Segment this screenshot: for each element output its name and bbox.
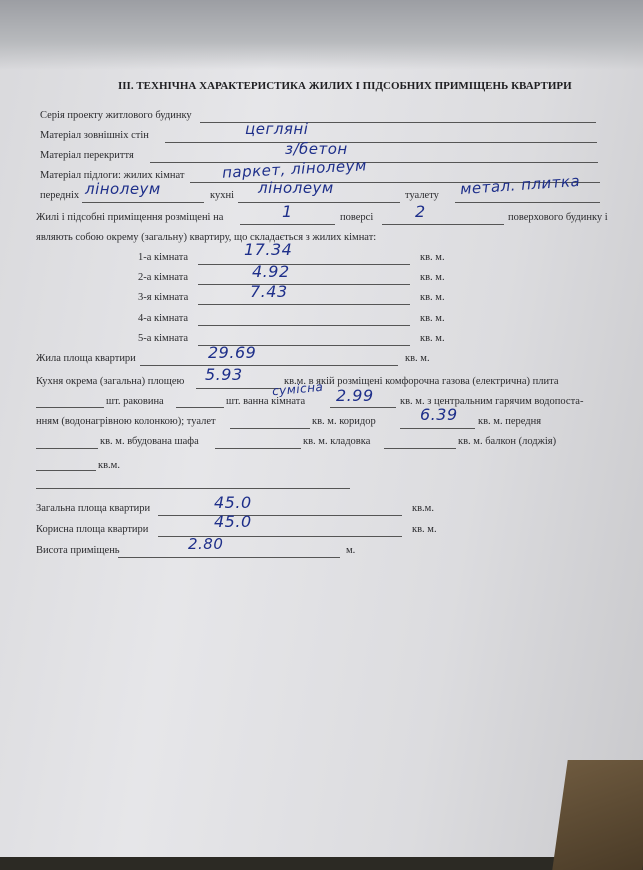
label-wardrobe: кв. м. вбудована шафа xyxy=(100,436,199,447)
line-ceiling xyxy=(150,162,598,163)
line-kitchen-area xyxy=(196,388,280,389)
label-hall: передніх xyxy=(40,190,80,201)
value-walls: цеглянi xyxy=(245,120,309,138)
sqm-room3: кв. м. xyxy=(420,292,445,303)
value-kitchen-area: 5.93 xyxy=(205,365,243,384)
line-hall xyxy=(82,202,204,203)
label-consists: являють собою окрему (загальну) квартиру, що складається з жилих кімнат: xyxy=(36,232,377,243)
sqm-useful-area: кв. м. xyxy=(412,524,437,535)
sqm-room1: кв. м. xyxy=(420,252,445,263)
label-toilet: туалету xyxy=(405,190,439,201)
label-sqm-end: кв.м. xyxy=(98,460,120,471)
line-hallway-area xyxy=(36,448,98,449)
label-hallway: кв. м. передня xyxy=(478,416,542,427)
line-total-area xyxy=(158,515,402,516)
sqm-total-area: кв.м. xyxy=(412,503,434,514)
value-floor-no: 1 xyxy=(282,202,293,221)
label-corridor: кв. м. коридор xyxy=(312,416,376,427)
page-title: ІІІ. ТЕХНІЧНА ХАРАКТЕРИСТИКА ЖИЛИХ І ПІДСОБНИХ ПРИМІЩЕНЬ КВАРТИРИ xyxy=(118,80,572,92)
value-storeys: 2 xyxy=(415,202,426,221)
value-living-area: 29.69 xyxy=(208,343,257,362)
label-room2: 2-а кімната xyxy=(138,272,189,283)
label-series: Серія проекту житлового будинку xyxy=(40,110,192,121)
label-storage: кв. м. кладовка xyxy=(303,436,371,447)
line-kitchen xyxy=(238,202,400,203)
label-kitchen-tail: кв.м. в якій розміщені комфорочна газова (електрична) плита xyxy=(284,376,559,387)
value-room1: 17.34 xyxy=(244,240,293,259)
line-extra xyxy=(36,488,350,489)
label-height-unit: м. xyxy=(346,545,356,556)
sqm-room5: кв. м. xyxy=(420,333,445,344)
label-heater: нням (водонагрівною колонкою); туалет xyxy=(36,416,216,427)
label-useful-area: Корисна площа квартири xyxy=(36,524,149,535)
line-room2 xyxy=(198,284,410,285)
label-walls: Матеріал зовнішніх стін xyxy=(40,130,149,141)
line-room3 xyxy=(198,304,410,305)
label-height: Висота приміщень xyxy=(36,545,120,556)
label-bath: шт. ванна кімната xyxy=(226,396,306,407)
label-living-area: Жила площа квартири xyxy=(36,353,136,364)
value-useful-area: 45.0 xyxy=(214,512,252,531)
line-living-area xyxy=(140,365,398,366)
line-height xyxy=(118,557,340,558)
line-wardrobe xyxy=(215,448,301,449)
sqm-room4: кв. м. xyxy=(420,313,445,324)
label-total-area: Загальна площа квартири xyxy=(36,503,151,514)
value-room3: 7.43 xyxy=(250,282,288,301)
line-corridor xyxy=(400,428,475,429)
label-balcony: кв. м. балкон (лоджія) xyxy=(458,436,557,447)
label-storey-building: поверхового будинку і xyxy=(508,212,608,223)
line-room4 xyxy=(198,325,410,326)
label-room4: 4-а кімната xyxy=(138,313,189,324)
label-kitchen: кухні xyxy=(210,190,234,201)
line-room1 xyxy=(198,264,410,265)
label-room5: 5-а кімната xyxy=(138,333,189,344)
line-walls xyxy=(165,142,597,143)
value-kitchen: лiнолеум xyxy=(258,179,334,197)
value-toilet: метал. плитка xyxy=(459,171,581,199)
label-kitchen-area: Кухня окрема (загальна) площею xyxy=(36,376,185,387)
line-toilet-area xyxy=(230,428,310,429)
label-hot-water: кв. м. з центральним гарячим водопоста- xyxy=(400,396,584,407)
line-bath-area xyxy=(330,407,396,408)
value-height: 2.80 xyxy=(188,535,224,553)
value-ceiling: з/бетон xyxy=(285,140,348,158)
label-room1: 1-а кімната xyxy=(138,252,189,263)
line-sink-count xyxy=(176,407,224,408)
background-floor xyxy=(552,760,643,870)
line-stove-count xyxy=(36,407,104,408)
label-room3: 3-я кімната xyxy=(138,292,189,303)
sqm-living-area: кв. м. xyxy=(405,353,430,364)
value-floor-rooms: паркет, лiнолеум xyxy=(221,156,368,182)
value-bath-note: сумiсна xyxy=(271,379,324,399)
value-hall: лiнолеум xyxy=(85,180,161,198)
line-storeys xyxy=(382,224,504,225)
top-shadow xyxy=(0,0,643,70)
label-floor-word: поверсі xyxy=(340,212,374,223)
value-room2: 4.92 xyxy=(252,262,290,281)
value-total-area: 45.0 xyxy=(214,493,252,512)
label-floor-rooms: Матеріал підлоги: жилих кімнат xyxy=(40,170,185,181)
line-floor-no xyxy=(240,224,335,225)
sqm-room2: кв. м. xyxy=(420,272,445,283)
line-balcony-area xyxy=(36,470,96,471)
value-bath-area: 2.99 xyxy=(336,386,374,405)
label-sink: шт. раковина xyxy=(106,396,164,407)
line-toilet xyxy=(455,202,600,203)
value-corridor: 6.39 xyxy=(420,405,458,424)
line-storage xyxy=(384,448,456,449)
label-located-on: Жилі і підсобні приміщення розміщені на xyxy=(36,212,224,223)
label-ceiling: Матеріал перекриття xyxy=(40,150,134,161)
